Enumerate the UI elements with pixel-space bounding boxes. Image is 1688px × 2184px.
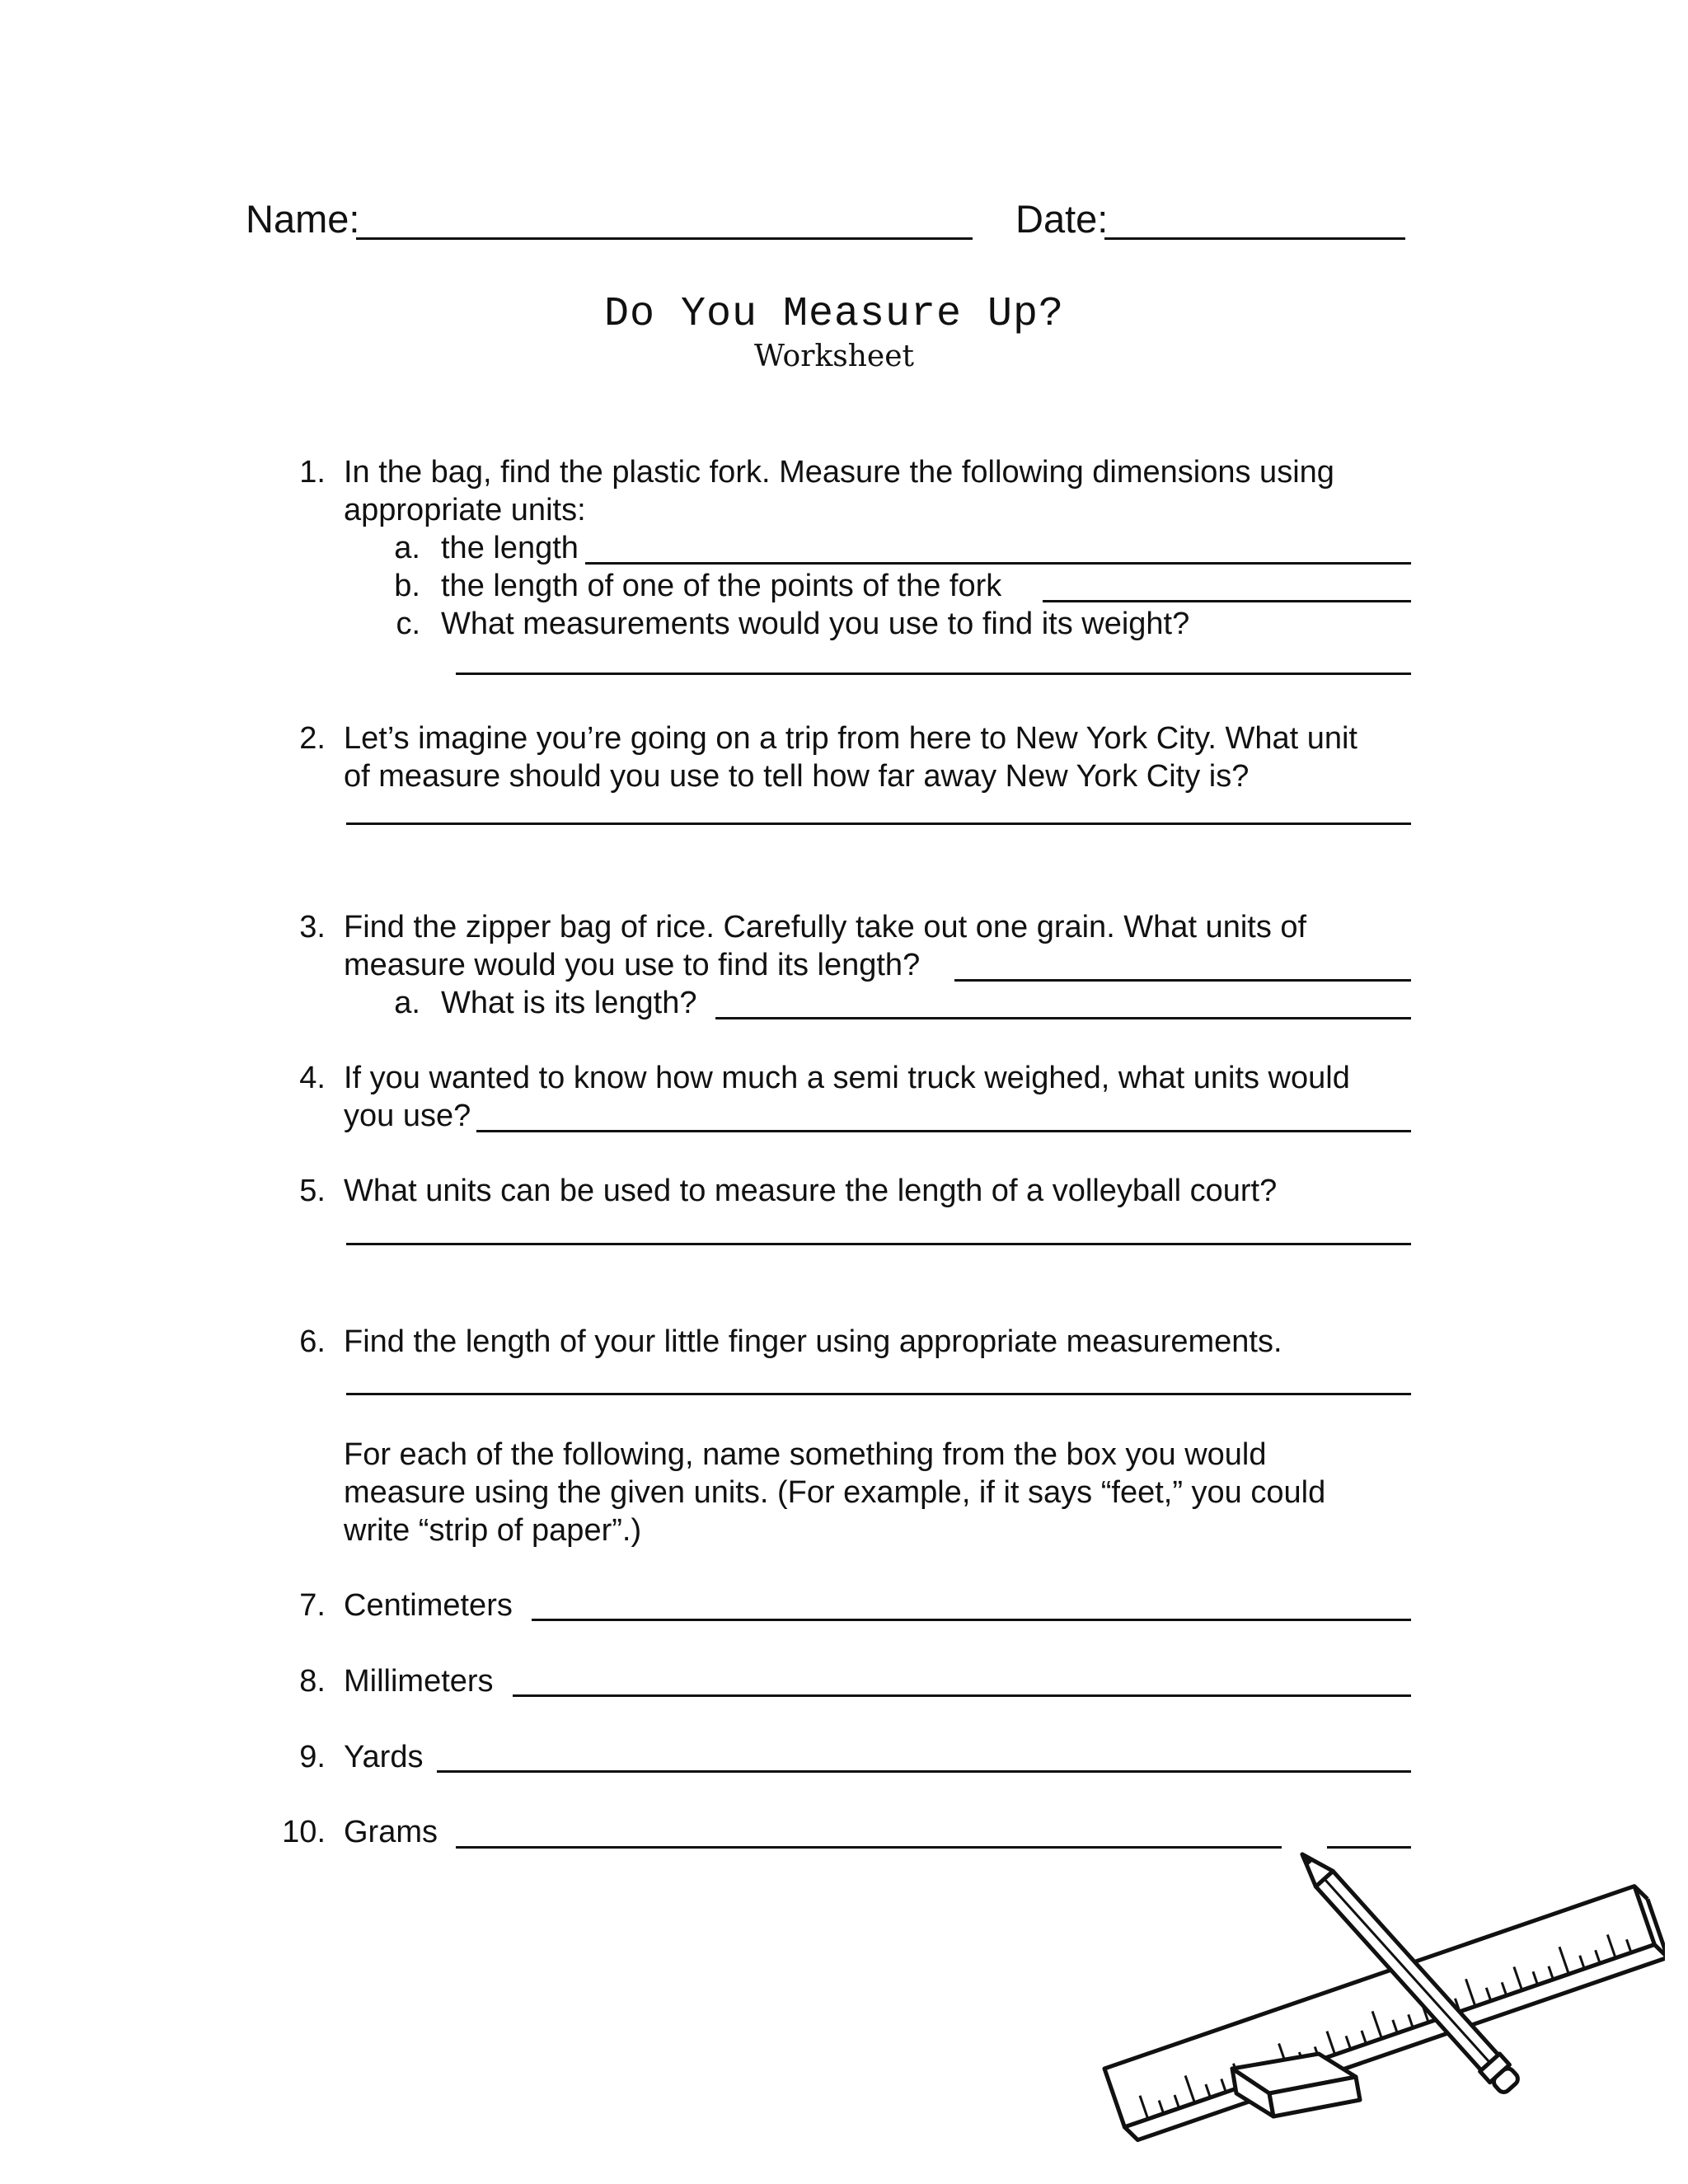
date-label: Date:	[1015, 197, 1109, 241]
question-text: Let’s imagine you’re going on a trip from here to New York City. What unit	[344, 721, 1357, 756]
instructions-text: For each of the following, name something from the box you would	[344, 1437, 1267, 1472]
sub-letter: b.	[394, 569, 420, 603]
question-text: Find the length of your little finger using appropriate measurements.	[344, 1324, 1282, 1359]
item-number: 10.	[282, 1815, 326, 1849]
answer-line[interactable]	[346, 1243, 1411, 1245]
answer-line[interactable]	[476, 1130, 1411, 1132]
answer-line[interactable]	[437, 1770, 1411, 1773]
instructions-text: write “strip of paper”.)	[344, 1513, 642, 1548]
answer-line[interactable]	[456, 673, 1411, 675]
instructions-text: measure using the given units. (For example, if it says “feet,” you could	[344, 1475, 1326, 1510]
answer-line[interactable]	[346, 1393, 1411, 1395]
sub-question-text: the length of one of the points of the fork	[441, 569, 1002, 603]
item-number: 9.	[299, 1740, 326, 1774]
answer-line[interactable]	[346, 823, 1411, 825]
question-text: appropriate units:	[344, 493, 586, 527]
answer-line[interactable]	[954, 979, 1411, 982]
name-label: Name:	[246, 197, 360, 241]
question-text: Find the zipper bag of rice. Carefully take out one grain. What units of	[344, 910, 1307, 944]
answer-line[interactable]	[513, 1694, 1411, 1697]
question-text: you use?	[344, 1099, 471, 1133]
date-field[interactable]	[1104, 237, 1405, 240]
unit-label: Centimeters	[344, 1588, 513, 1623]
item-number: 8.	[299, 1664, 326, 1699]
unit-label: Millimeters	[344, 1664, 494, 1699]
sub-question-text: What is its length?	[441, 986, 697, 1020]
answer-line[interactable]	[585, 562, 1411, 565]
question-text: measure would you use to find its length?	[344, 948, 921, 982]
question-number: 6.	[299, 1324, 326, 1359]
sub-letter: a.	[394, 531, 420, 565]
question-number: 3.	[299, 910, 326, 944]
page-title: Do You Measure Up?	[603, 291, 1065, 338]
sub-question-text: What measurements would you use to find its weight?	[441, 607, 1190, 641]
question-text: What units can be used to measure the length of a volleyball court?	[344, 1174, 1278, 1208]
unit-label: Grams	[344, 1815, 438, 1849]
sub-letter: c.	[396, 607, 420, 641]
ruler-pencil-eraser-icon	[1071, 1821, 1665, 2151]
answer-line[interactable]	[1043, 600, 1411, 602]
question-text: of measure should you use to tell how far away New York City is?	[344, 759, 1250, 794]
page-subtitle: Worksheet	[754, 340, 914, 373]
name-field[interactable]	[356, 237, 973, 240]
item-number: 7.	[299, 1588, 326, 1623]
question-number: 2.	[299, 721, 326, 756]
sub-letter: a.	[394, 986, 420, 1020]
sub-question-text: the length	[441, 531, 579, 565]
question-text: If you wanted to know how much a semi truck weighed, what units would	[344, 1061, 1350, 1095]
question-text: In the bag, find the plastic fork. Measure the following dimensions using	[344, 455, 1334, 490]
unit-label: Yards	[344, 1740, 424, 1774]
question-number: 1.	[299, 455, 326, 490]
question-number: 5.	[299, 1174, 326, 1208]
question-number: 4.	[299, 1061, 326, 1095]
answer-line[interactable]	[532, 1619, 1411, 1621]
answer-line[interactable]	[715, 1017, 1411, 1019]
